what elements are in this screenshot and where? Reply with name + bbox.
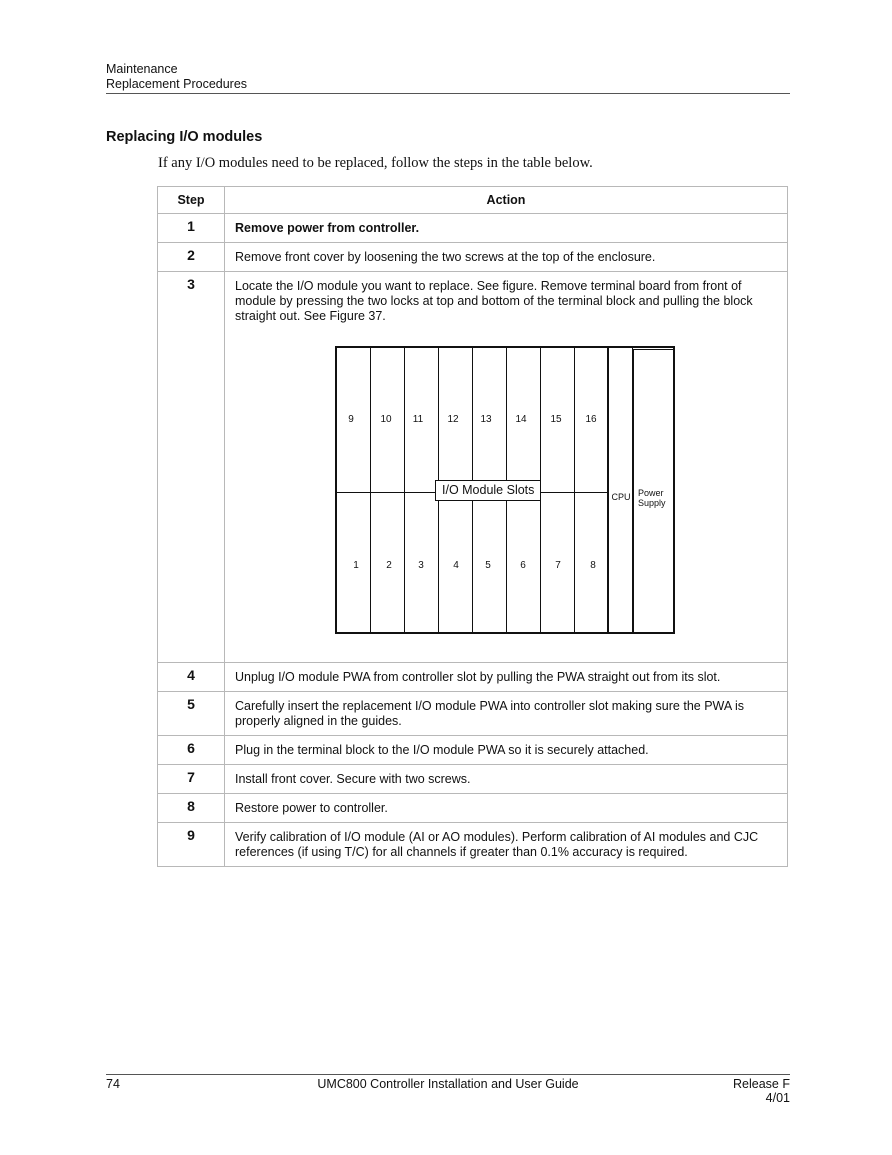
cpu-slot — [607, 348, 633, 632]
page-number: 74 — [106, 1077, 120, 1091]
step-action-cell — [225, 272, 788, 663]
step-action: Remove front cover by loosening the two screws at the top of the enclosure. — [225, 243, 788, 272]
io-slot-column — [541, 348, 575, 632]
power-supply-slot — [633, 349, 675, 633]
step-number: 1 — [158, 214, 225, 243]
step-number: 8 — [158, 794, 225, 823]
slot-number: 5 — [485, 560, 491, 571]
step-action: Restore power to controller. — [225, 794, 788, 823]
slot-number: 11 — [412, 414, 424, 425]
slot-number: 16 — [585, 414, 597, 425]
io-slot-column — [575, 348, 609, 632]
slot-number: 15 — [550, 414, 562, 425]
slot-number: 3 — [418, 560, 424, 571]
io-module-figure — [235, 324, 777, 656]
release-label: Release F — [733, 1077, 790, 1091]
page-footer — [106, 1074, 790, 1105]
step-number: 5 — [158, 692, 225, 736]
header-section: Replacement Procedures — [106, 77, 248, 91]
table-row — [158, 272, 788, 663]
header-chapter: Maintenance — [106, 62, 178, 76]
intro-text: If any I/O modules need to be replaced, follow the steps in the table below. — [158, 155, 593, 171]
controller-diagram — [335, 346, 675, 634]
slot-number: 10 — [380, 414, 392, 425]
io-slot-column — [371, 348, 405, 632]
table-row — [158, 794, 788, 823]
step-number: 9 — [158, 823, 225, 867]
io-module-slots-label: I/O Module Slots — [435, 480, 541, 501]
page-header — [106, 62, 790, 94]
release-info — [733, 1077, 790, 1105]
slot-number: 7 — [555, 560, 561, 571]
steps-table — [157, 186, 788, 867]
slot-number: 1 — [353, 560, 359, 571]
table-row — [158, 765, 788, 794]
table-row — [158, 736, 788, 765]
power-supply-label-line2: Supply — [638, 498, 666, 508]
power-supply-label — [638, 488, 666, 508]
table-row — [158, 692, 788, 736]
slot-number: 4 — [453, 560, 459, 571]
slot-number: 13 — [480, 414, 492, 425]
step-action: Locate the I/O module you want to replace. See figure. Remove terminal board from front of module by pressing the two locks at top and bottom of the terminal block and pulling the block straight out. See Figure 37. — [235, 279, 753, 323]
step-number: 4 — [158, 663, 225, 692]
table-row — [158, 243, 788, 272]
cpu-label: CPU — [611, 492, 631, 502]
table-row — [158, 214, 788, 243]
io-slot-column — [337, 348, 371, 632]
table-row — [158, 663, 788, 692]
action-column-header: Action — [225, 187, 788, 214]
step-action: Carefully insert the replacement I/O module PWA into controller slot making sure the PWA is properly aligned in the guides. — [225, 692, 788, 736]
step-number: 3 — [158, 272, 225, 663]
document-title: UMC800 Controller Installation and User Guide — [317, 1077, 579, 1091]
step-action: Remove power from controller. — [225, 214, 788, 243]
slot-number: 14 — [515, 414, 527, 425]
slot-number: 2 — [386, 560, 392, 571]
release-date: 4/01 — [765, 1091, 790, 1105]
step-action: Plug in the terminal block to the I/O module PWA so it is securely attached. — [225, 736, 788, 765]
section-title: Replacing I/O modules — [106, 129, 263, 145]
slot-number: 6 — [520, 560, 526, 571]
step-action: Verify calibration of I/O module (AI or AO modules). Perform calibration of AI modules and CJC references (if using T/C) for all channels if greater than 0.1% accuracy is required. — [225, 823, 788, 867]
step-number: 6 — [158, 736, 225, 765]
step-action: Install front cover. Secure with two screws. — [225, 765, 788, 794]
step-action: Unplug I/O module PWA from controller slot by pulling the PWA straight out from its slot. — [225, 663, 788, 692]
slot-number: 12 — [447, 414, 459, 425]
step-column-header: Step — [158, 187, 225, 214]
step-number: 7 — [158, 765, 225, 794]
slot-number: 9 — [348, 414, 354, 425]
step-number: 2 — [158, 243, 225, 272]
io-slot-column — [405, 348, 439, 632]
slot-number: 8 — [590, 560, 596, 571]
table-header-row — [158, 187, 788, 214]
table-row — [158, 823, 788, 867]
power-supply-label-line1: Power — [638, 488, 664, 498]
